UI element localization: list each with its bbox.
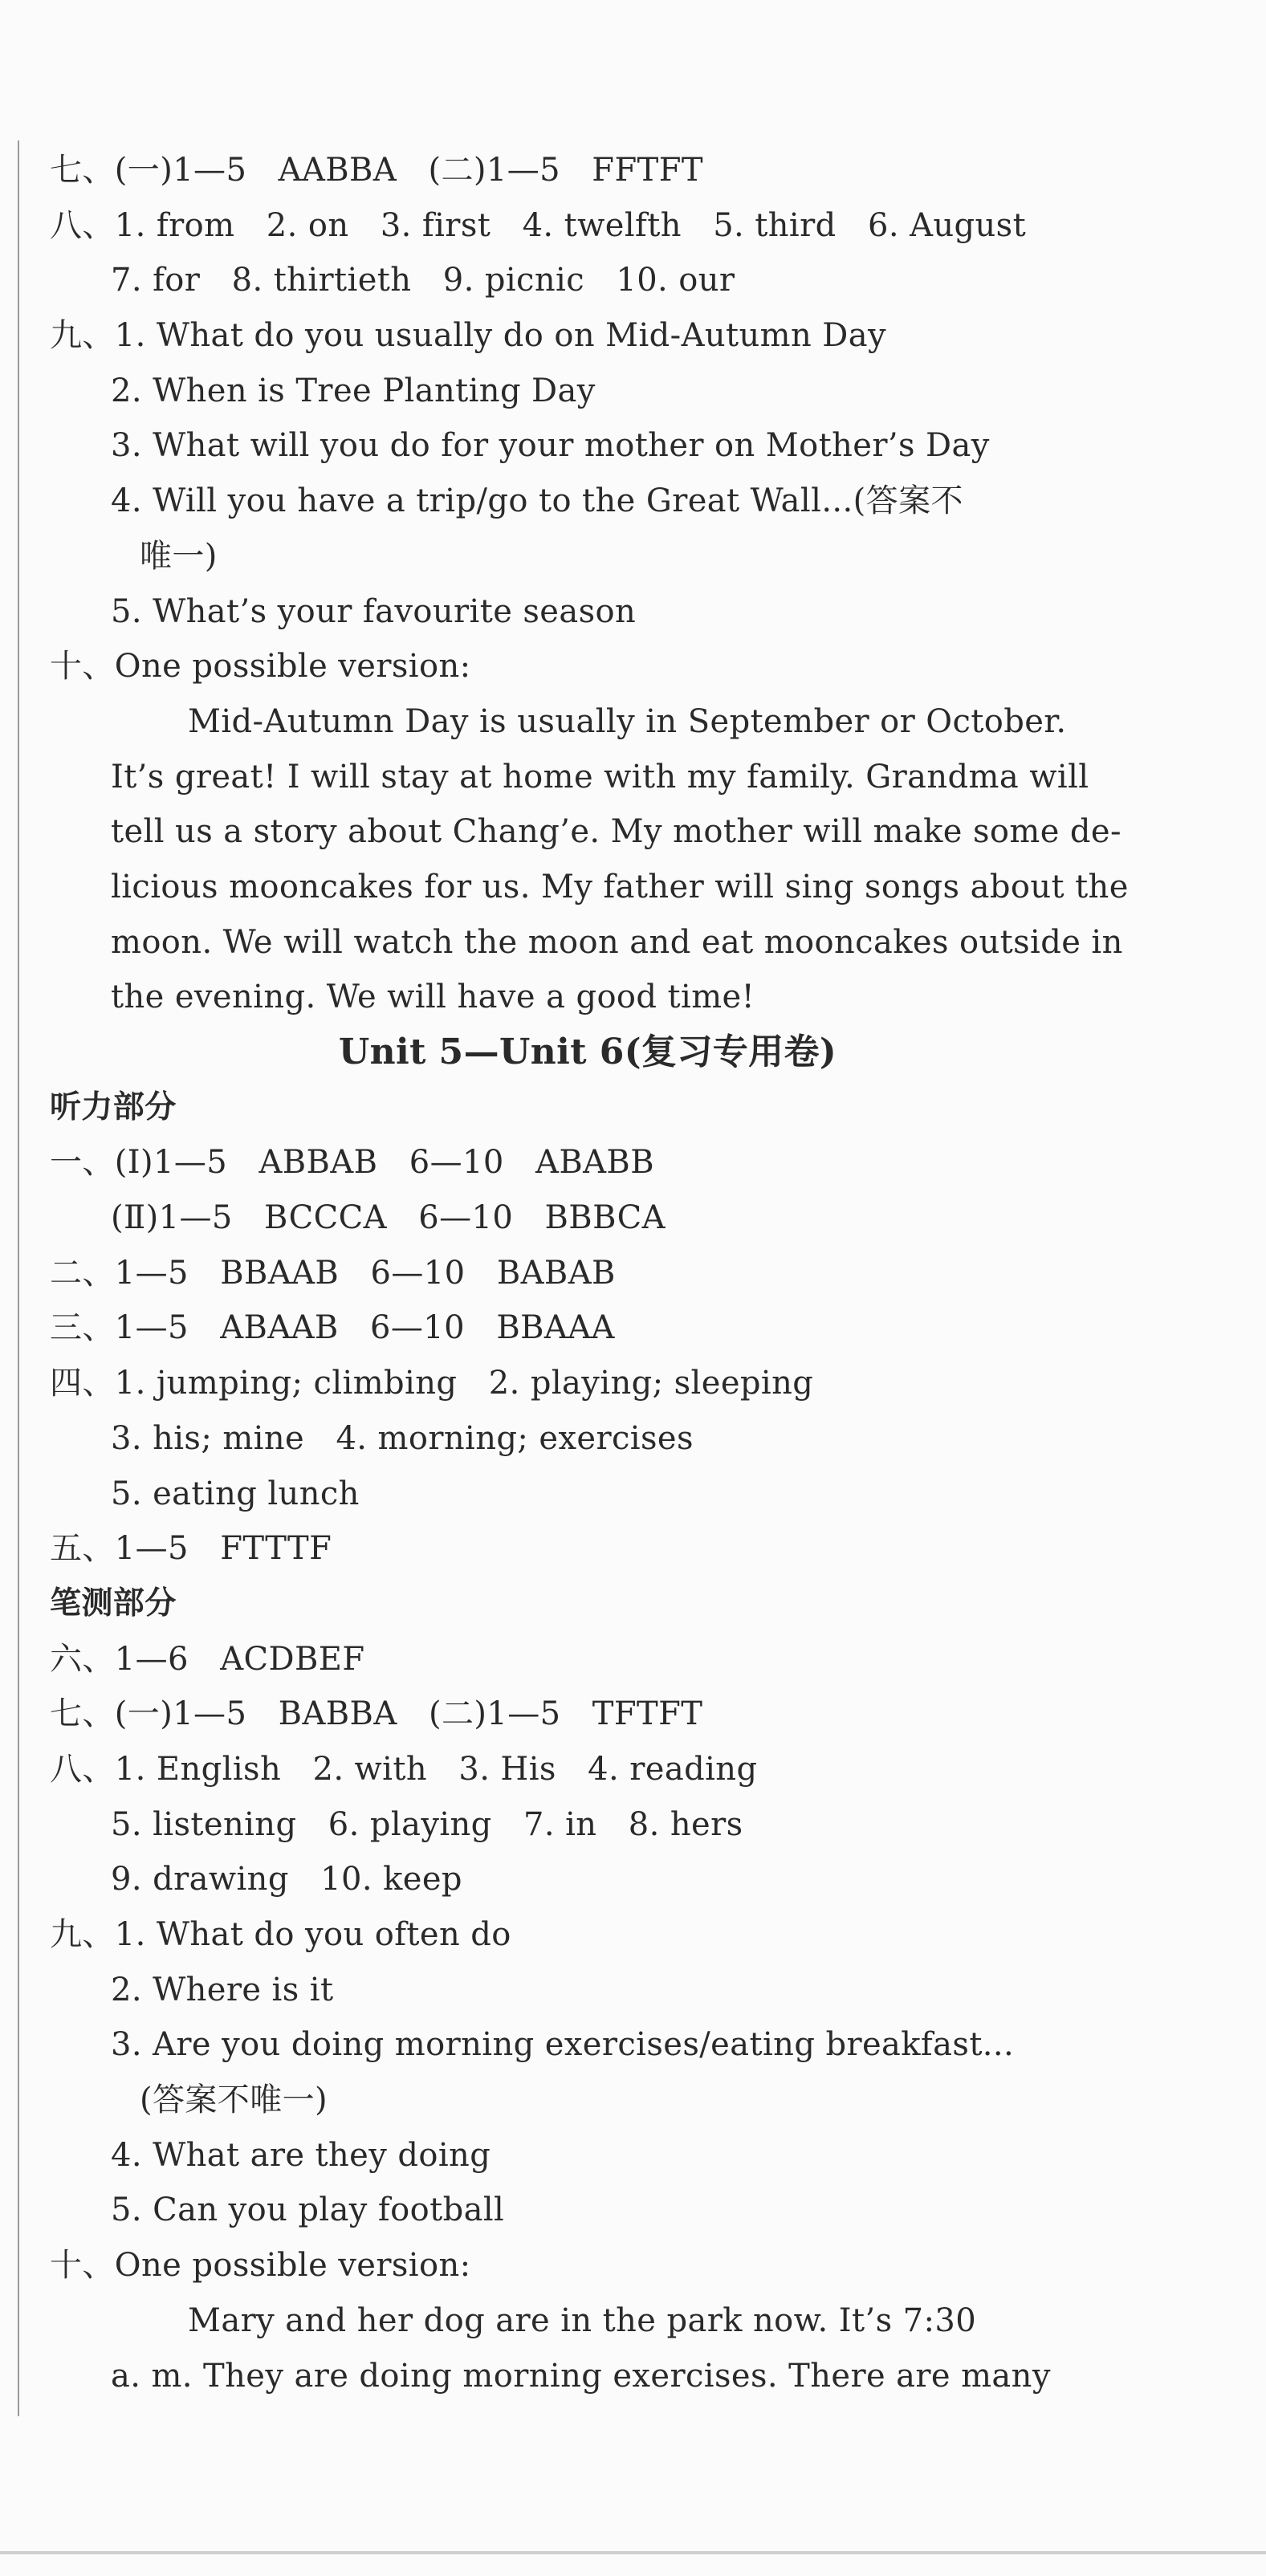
answer-line: 2. When is Tree Planting Day [111,372,596,409]
answer-line: tell us a story about Chang’e. My mother will make some de- [111,813,1121,851]
answer-line: 二、1—5 BBAAB 6—10 BABAB [50,1254,616,1292]
answer-line: 4. Will you have a trip/go to the Great Wall...(答案不 [111,482,963,520]
answer-line: 十、One possible version: [50,2247,471,2285]
answer-line: 5. listening 6. playing 7. in 8. hers [111,1805,743,1843]
answer-line: 唯一) [140,537,218,575]
answer-line: (Ⅱ)1—5 BCCCA 6—10 BBBCA [111,1199,666,1237]
section-label: 笔测部分 [50,1585,177,1622]
answer-key-content [50,143,1129,2403]
answer-line: 4. What are they doing [111,2136,491,2174]
answer-line: 9. drawing 10. keep [111,1861,462,1898]
answer-line: It’s great! I will stay at home with my family. Grandma will [111,758,1089,796]
answer-line: 九、1. What do you usually do on Mid-Autumn Day [50,317,886,355]
answer-line: 5. What’s your favourite season [111,592,637,630]
answer-line: 七、(一)1—5 BABBA (二)1—5 TFTFT [50,1695,703,1733]
answer-line: moon. We will watch the moon and eat mooncakes outside in [111,923,1123,961]
answer-line: Mid-Autumn Day is usually in September or October. [188,702,1067,740]
answer-line: a. m. They are doing morning exercises. There are many [111,2357,1051,2395]
margin-line [18,140,19,2416]
answer-line: 十、One possible version: [50,648,471,686]
answer-line: 3. his; mine 4. morning; exercises [111,1419,694,1457]
answer-line: 5. Can you play football [111,2191,505,2229]
answer-line: 八、1. from 2. on 3. first 4. twelfth 5. third 6. August [50,206,1027,244]
answer-line: 5. eating lunch [111,1475,360,1512]
answer-line: 3. Are you doing morning exercises/eating breakfast... [111,2026,1015,2064]
bottom-rule [0,2551,1266,2554]
answer-line: 7. for 8. thirtieth 9. picnic 10. our [111,262,735,299]
answer-line: 七、(一)1—5 AABBA (二)1—5 FFTFT [50,152,703,189]
answer-line: 3. What will you do for your mother on Mother’s Day [111,427,990,465]
answer-line: licious mooncakes for us. My father will sing songs about the [111,868,1129,905]
answer-line: (答案不唯一) [140,2082,328,2119]
answer-line: 2. Where is it [111,1971,334,2008]
answer-line: Mary and her dog are in the park now. It’s 7:30 [188,2301,977,2339]
answer-line: 五、1—5 FTTTF [50,1530,332,1568]
answer-line: 八、1. English 2. with 3. His 4. reading [50,1750,758,1788]
section-label: 听力部分 [50,1089,177,1125]
unit-heading: Unit 5—Unit 6(复习专用卷) [338,1032,837,1072]
answer-line: 六、1—6 ACDBEF [50,1640,365,1678]
answer-line: 九、1. What do you often do [50,1916,511,1953]
answer-line: the evening. We will have a good time! [111,979,755,1016]
answer-line: 四、1. jumping; climbing 2. playing; sleeping [50,1365,814,1402]
answer-line: 三、1—5 ABAAB 6—10 BBAAA [50,1309,615,1347]
answer-line: 一、(Ⅰ)1—5 ABBAB 6—10 ABABB [50,1144,655,1182]
